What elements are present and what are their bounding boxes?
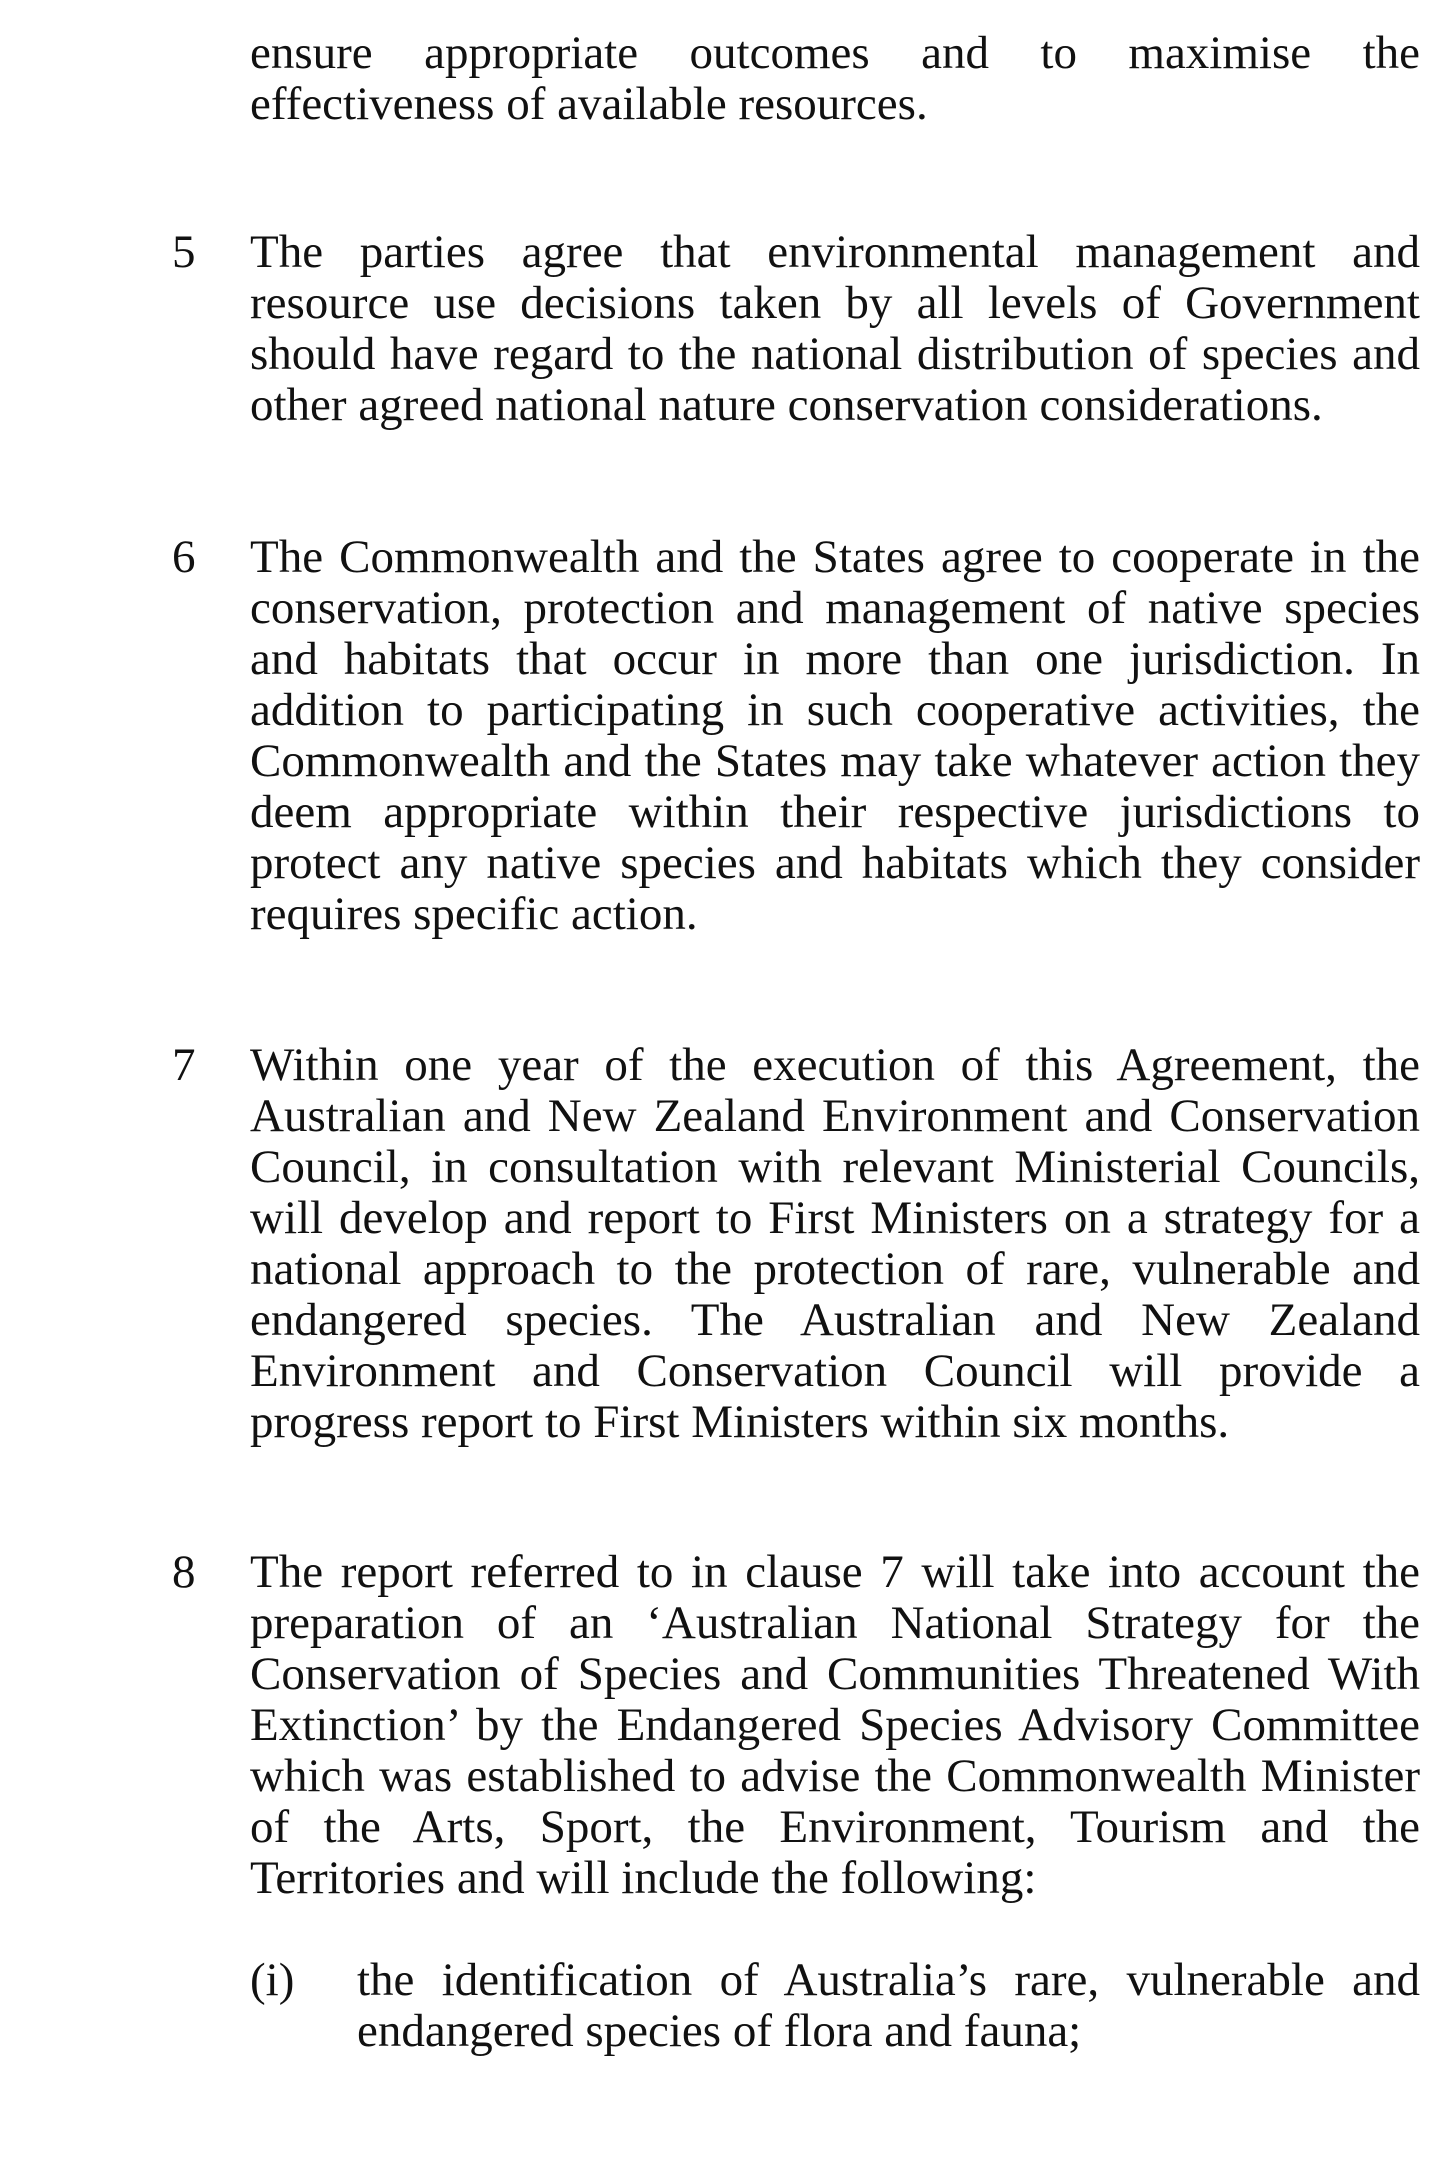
clause-number: 5 bbox=[172, 226, 196, 278]
clause-text: The Commonwealth and the States agree to cooperate in the conservation, protection and management of native species and habitats that occur in more than one jurisdiction. In addition to participating in such cooperative activities, the Commonwealth and the States may take whatever action they deem appropriate within their respective jurisdictions to protect any native species and habitats which they consider requires specific action. bbox=[250, 531, 1420, 940]
clause-number: 6 bbox=[172, 531, 196, 583]
continuation-paragraph: ensure appropriate outcomes and to maximise the effectiveness of available resources. bbox=[250, 27, 1420, 130]
clause-body bbox=[250, 1546, 1420, 2057]
clause-number: 7 bbox=[172, 1039, 196, 1091]
clause-text: Within one year of the execution of this Agreement, the Australian and New Zealand Environment and Conservation Council, in consultation with relevant Ministerial Councils, will develop and report to First Ministers on a strategy for a national approach to the protection of rare, vulnerable and endangered species. The Australian and New Zealand Environment and Conservation Council will provide a progress report to First Ministers within six months. bbox=[250, 1039, 1420, 1448]
subitem-label: (i) bbox=[250, 1954, 295, 2006]
subitem-text: the identification of Australia’s rare, vulnerable and endangered species of flora and fauna; bbox=[357, 1954, 1420, 2057]
clause-text: The report referred to in clause 7 will take into account the preparation of an ‘Australian National Strategy for the Conservation of Species and Communities Threatened With Extinction’ by the Endangered Species Advisory Committee which was established to advise the Commonwealth Minister of the Arts, Sport, the Environment, Tourism and the Territories and will include the following: bbox=[250, 1546, 1420, 1904]
clause-text: The parties agree that environmental management and resource use decisions taken by all levels of Government should have regard to the national distribution of species and other agreed national nature conservation considerations. bbox=[250, 226, 1420, 431]
clause-number: 8 bbox=[172, 1546, 196, 1598]
